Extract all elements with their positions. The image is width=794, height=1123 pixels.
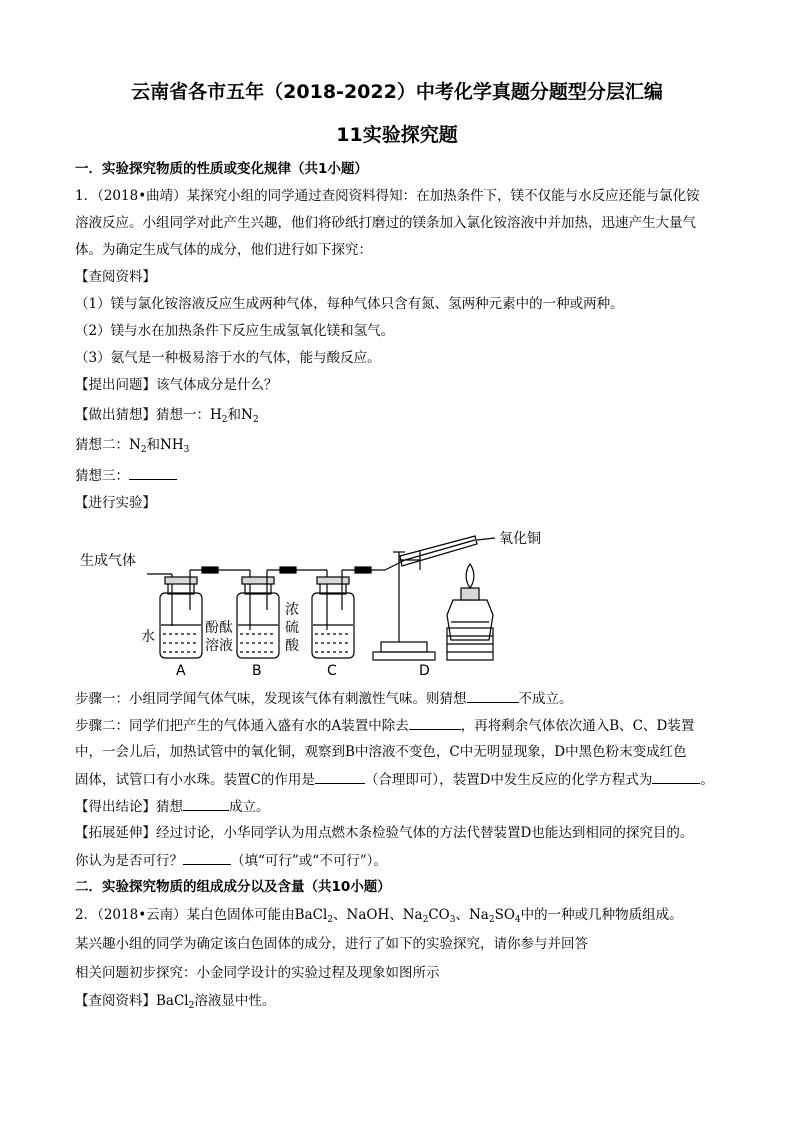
text-span: 【得出结论】猜想 — [75, 799, 183, 815]
text-span: 、Na — [455, 907, 489, 923]
text-span: 和N — [227, 407, 253, 423]
diagram-label: D — [419, 663, 430, 679]
section-heading-1: 一．实验探究物质的性质或变化规律（共1小题） — [75, 161, 368, 177]
subscript: 2 — [140, 445, 147, 455]
text-span: SO — [494, 907, 515, 923]
diagram-label: 酸 — [285, 638, 299, 654]
q1-step-1 — [75, 689, 573, 708]
subscript: 2 — [488, 915, 495, 925]
text-span: （合理即可），装置D中发生反应的化学方程式为 — [364, 772, 653, 788]
text-span: 猜想二：N — [75, 437, 141, 453]
diagram-label: 酚酞 — [205, 620, 233, 636]
q1-text-line: （1）镁与氯化铵溶液反应生成两种气体，每种气体只含有氮、氢两种元素中的一种或两种。 — [75, 296, 624, 312]
answer-blank[interactable] — [129, 466, 177, 480]
q1-heading: 【查阅资料】 — [75, 269, 156, 285]
text-span: CO — [428, 907, 450, 923]
diagram-label: 浓 — [285, 602, 299, 618]
q2-line-1 — [75, 906, 683, 929]
answer-blank[interactable] — [409, 716, 461, 730]
bottle-c — [312, 570, 354, 658]
diagram-label: B — [252, 663, 262, 679]
q1-text-line: （3）氨气是一种极易溶于水的气体，能与酸反应。 — [75, 350, 381, 366]
apparatus-d — [373, 536, 495, 660]
text-span: 、NaOH、Na — [333, 907, 423, 923]
subscript: 2 — [327, 915, 334, 925]
text-span: 步骤二：同学们把产生的气体通入盛有水的A装置中除去 — [75, 718, 409, 734]
text-span: 。 — [700, 772, 714, 788]
q1-question: 【提出问题】该气体成分是什么？ — [75, 377, 278, 393]
text-span: 你认为是否可行？ — [75, 853, 183, 869]
subscript: 3 — [449, 915, 456, 925]
answer-blank[interactable] — [183, 851, 231, 865]
diagram-label: C — [327, 663, 337, 679]
q1-conclusion — [75, 797, 270, 816]
q1-text-line: （2）镁与水在加热条件下反应生成氢氧化镁和氢气。 — [75, 323, 395, 339]
apparatus-diagram — [75, 530, 635, 685]
text-span: 溶液显中性。 — [194, 993, 276, 1009]
answer-blank[interactable] — [315, 770, 365, 784]
text-span: 步骤一：小组同学闻气体气味，发现该气体有刺激性气味。则猜想 — [75, 691, 467, 707]
answer-blank[interactable] — [467, 689, 519, 703]
text-span: 【查阅资料】BaCl — [75, 993, 189, 1009]
subscript: 2 — [252, 415, 259, 425]
text-span: 不成立。 — [518, 691, 573, 707]
section-heading-2: 二．实验探究物质的组成成分以及含量（共10小题） — [75, 879, 391, 895]
q1-step-2-line-3 — [75, 770, 714, 789]
q1-heading: 【进行实验】 — [75, 495, 156, 511]
subscript: 2 — [188, 1001, 195, 1011]
diagram-label: 生成气体 — [80, 553, 136, 569]
bottle-b — [237, 570, 279, 658]
diagram-label: 硫 — [285, 620, 299, 636]
subscript: 2 — [221, 415, 228, 425]
text-span: 成立。 — [229, 799, 270, 815]
q1-hypothesis-3 — [75, 466, 177, 485]
diagram-label: 水 — [141, 629, 155, 645]
text-span: 中的一种或几种物质组成。 — [520, 907, 683, 923]
diagram-label: A — [176, 663, 186, 679]
q1-text-line: 体。为确定生成气体的成分，他们进行如下探究： — [75, 242, 372, 258]
text-span: 猜想三： — [75, 468, 129, 484]
subscript: 3 — [183, 445, 190, 455]
q1-text-line: 1．（2018•曲靖）某探究小组的同学通过查阅资料得知：在加热条件下，镁不仅能与水反应还能与氯化铵 — [75, 188, 700, 204]
document-subtitle: 11实验探究题 — [336, 124, 458, 146]
subscript: 2 — [422, 915, 429, 925]
q2-text-line: 某兴趣小组的同学为确定该白色固体的成分，进行了如下的实验探究，请你参与并回答 — [75, 936, 588, 952]
q1-extension-line-2 — [75, 851, 387, 870]
text-span: ，再将剩余气体依次通入B、C、D装置 — [460, 718, 695, 734]
q1-step-2 — [75, 716, 694, 735]
document-title: 云南省各市五年（2018-2022）中考化学真题分题型分层汇编 — [131, 81, 663, 103]
q1-text-line: 溶液反应。小组同学对此产生兴趣，他们将砂纸打磨过的镁条加入氯化铵溶液中并加热，迅速产生大量气 — [75, 215, 696, 231]
q1-text-line: 中，一会儿后，加热试管中的氧化铜，观察到B中溶液不变色，C中无明显现象，D中黑色粉末变成红色 — [75, 744, 687, 760]
text-span: 【做出猜想】猜想一：H — [75, 407, 222, 423]
q2-line-4 — [75, 992, 275, 1015]
q2-text-line: 相关问题初步探究：小金同学设计的实验过程及现象如图所示 — [75, 965, 440, 981]
answer-blank[interactable] — [183, 797, 229, 811]
bottle-a — [160, 570, 202, 658]
q1-extension: 【拓展延伸】经过讨论，小华同学认为用点燃木条检验气体的方法代替装置D也能达到相同的探究目的。 — [75, 825, 694, 841]
subscript: 4 — [514, 915, 521, 925]
text-span: 和NH — [146, 437, 184, 453]
text-span: 固体，试管口有小水珠。装置C的作用是 — [75, 772, 315, 788]
answer-blank[interactable] — [652, 770, 700, 784]
q1-hypothesis-2 — [75, 436, 189, 459]
diagram-label: 溶液 — [205, 638, 233, 654]
text-span: （填“可行”或“不可行”）。 — [231, 853, 387, 869]
q1-hypothesis-1 — [75, 406, 259, 429]
text-span: 2．（2018•云南）某白色固体可能由BaCl — [75, 907, 328, 923]
diagram-label: 氧化铜 — [499, 531, 541, 547]
